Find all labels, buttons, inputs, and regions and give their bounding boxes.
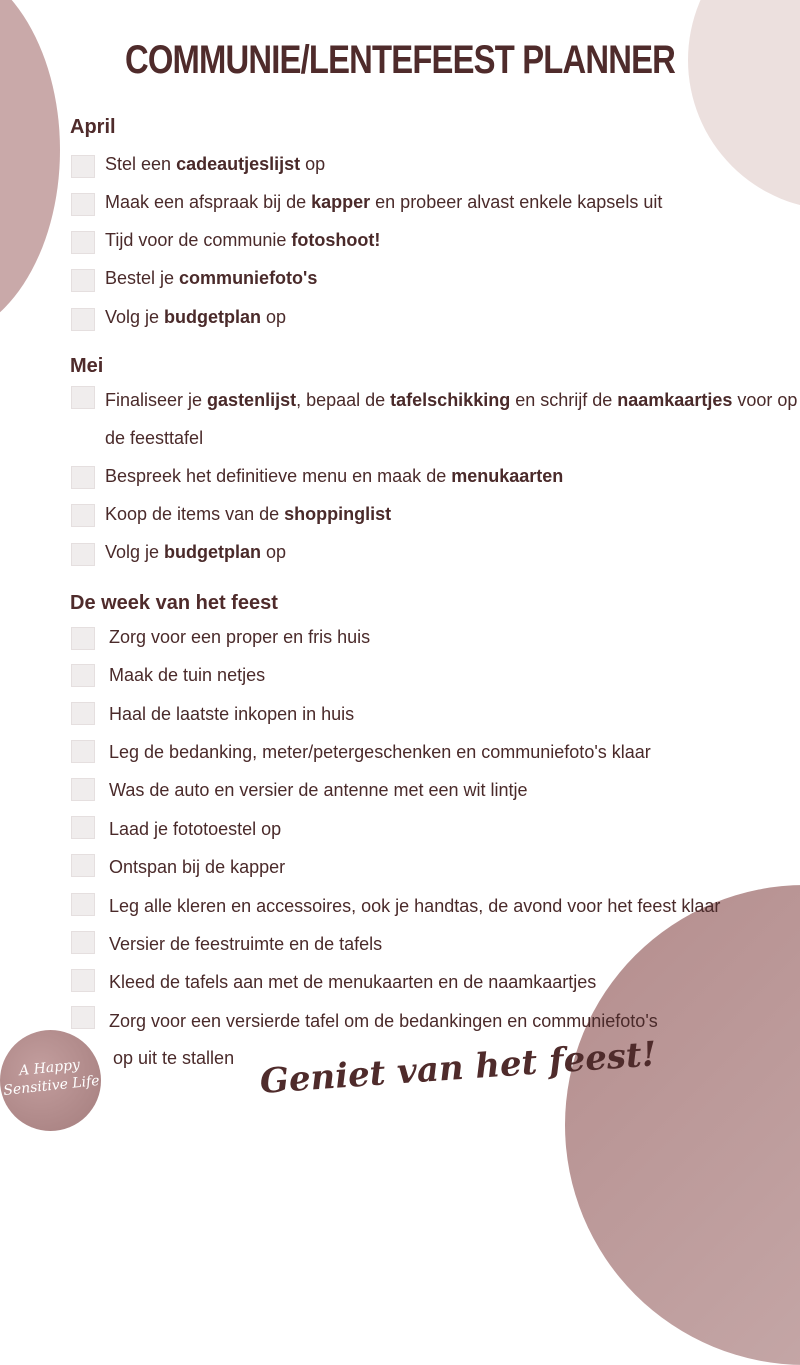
task-item: Kleed de tafels aan met de menukaarten en de naamkaartjes — [109, 972, 597, 992]
section-heading-week: De week van het feest — [70, 592, 278, 614]
checkbox[interactable] — [71, 931, 95, 954]
task-item: Bestel je communiefoto's — [105, 268, 318, 288]
section-heading-mei: Mei — [70, 355, 104, 377]
task-item: Volg je budgetplan op — [105, 542, 287, 562]
checkbox[interactable] — [71, 702, 95, 725]
decor-blob-bottom-right — [565, 885, 800, 1365]
task-item: Haal de laatste inkopen in huis — [109, 704, 355, 724]
checkbox[interactable] — [71, 193, 95, 216]
checkbox[interactable] — [71, 664, 95, 687]
task-item: Ontspan bij de kapper — [109, 857, 286, 877]
checkbox[interactable] — [71, 504, 95, 527]
task-item: Koop de items van de shoppinglist — [105, 504, 392, 524]
checkbox[interactable] — [71, 893, 95, 916]
checkbox[interactable] — [71, 466, 95, 489]
closing-signature: Geniet van het feest! — [258, 1034, 658, 1102]
checkbox[interactable] — [71, 543, 95, 566]
task-item: Was de auto en versier de antenne met een wit lintje — [109, 780, 528, 800]
task-item: Tijd voor de communie fotoshoot! — [105, 230, 381, 250]
task-item-continuation: op uit te stallen — [113, 1048, 235, 1068]
task-item: Volg je budgetplan op — [105, 307, 287, 327]
task-item: Versier de feestruimte en de tafels — [109, 934, 383, 954]
task-item: Bespreek het definitieve menu en maak de menukaarten — [105, 466, 564, 486]
logo-text: A Happy Sensitive Life — [2, 1056, 101, 1099]
task-item: Zorg voor een proper en fris huis — [109, 627, 371, 647]
checkbox[interactable] — [71, 740, 95, 763]
decor-blob-top-left — [0, 0, 60, 340]
checkbox[interactable] — [71, 386, 95, 409]
checkbox[interactable] — [71, 627, 95, 650]
checkbox[interactable] — [71, 155, 95, 178]
task-item: Laad je fototoestel op — [109, 819, 282, 839]
brand-logo — [0, 1030, 101, 1131]
checkbox[interactable] — [71, 269, 95, 292]
task-item: Maak de tuin netjes — [109, 665, 266, 685]
checkbox[interactable] — [71, 969, 95, 992]
decor-blob-top-right — [688, 0, 800, 210]
checkbox[interactable] — [71, 308, 95, 331]
task-item: Zorg voor een versierde tafel om de bedankingen en communiefoto's — [109, 1011, 658, 1031]
task-item: Leg alle kleren en accessoires, ook je handtas, de avond voor het feest klaar — [109, 896, 721, 916]
task-item: Finaliseer je gastenlijst, bepaal de tafelschikking en schrijf de naamkaartjes voor op — [105, 390, 798, 410]
task-item-continuation: de feesttafel — [105, 428, 204, 448]
task-item: Leg de bedanking, meter/petergeschenken en communiefoto's klaar — [109, 742, 651, 762]
checkbox[interactable] — [71, 778, 95, 801]
page-title: COMMUNIE/LENTEFEEST PLANNER — [124, 38, 676, 82]
checkbox[interactable] — [71, 231, 95, 254]
checkbox[interactable] — [71, 1006, 95, 1029]
task-item: Stel een cadeautjeslijst op — [105, 154, 326, 174]
checkbox[interactable] — [71, 854, 95, 877]
checkbox[interactable] — [71, 816, 95, 839]
section-heading-april: April — [70, 116, 116, 138]
task-item: Maak een afspraak bij de kapper en probeer alvast enkele kapsels uit — [105, 192, 663, 212]
